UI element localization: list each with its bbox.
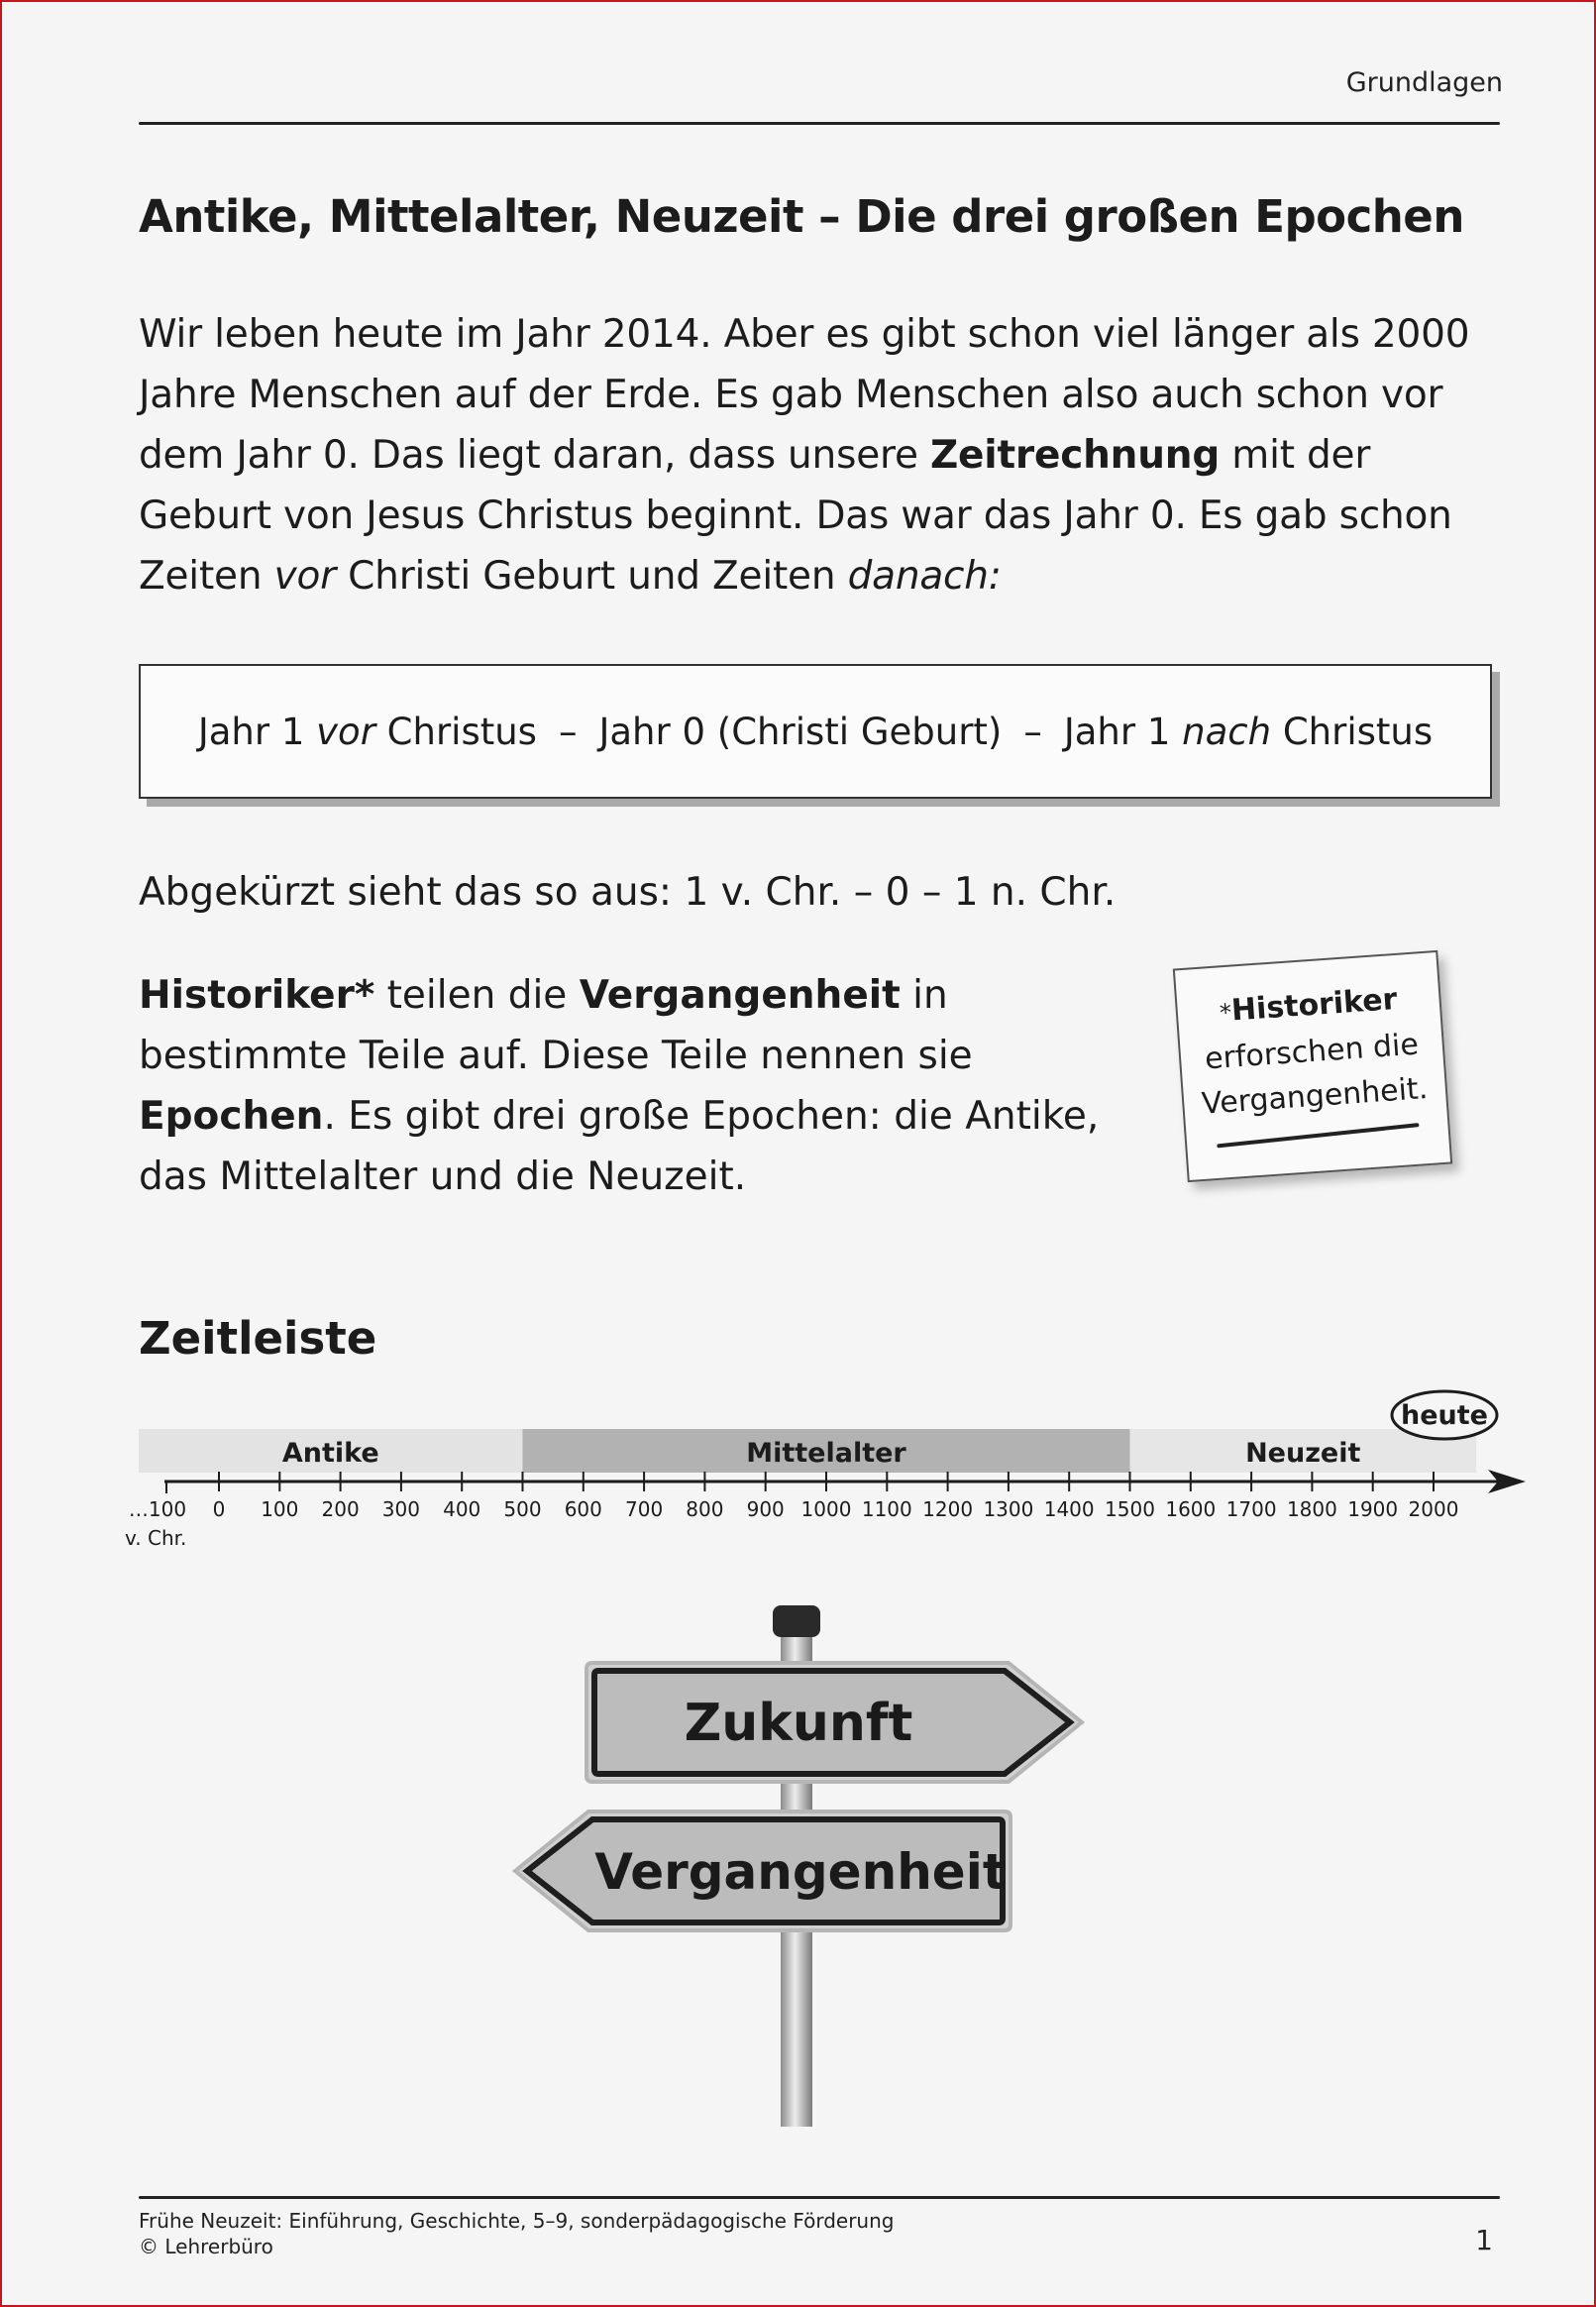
future-sign [586, 1663, 1082, 1782]
intro-text-2: mit der Geburt von Jesus Christus beginnt. Das war das Jahr 0. Es gab schon Zeiten [139, 433, 1452, 599]
pole-cap [773, 1605, 820, 1637]
epoch-label: Mittelalter [746, 1438, 906, 1469]
tick-label: 800 [686, 1497, 724, 1521]
future-sign-label: Zukunft [684, 1694, 913, 1753]
era-box-ad: Jahr 1 nach Christus [1063, 710, 1434, 753]
era-box-zero: Jahr 0 (Christi Geburt) [598, 710, 1003, 753]
era-box-bc: Jahr 1 vor Christus [197, 710, 537, 753]
tick-label: 1100 [861, 1497, 912, 1521]
tick-label: 1800 [1286, 1497, 1337, 1521]
intro-italic-1: vor [273, 554, 336, 599]
tick-label: 1400 [1043, 1497, 1095, 1521]
page-number: 1 [1475, 2224, 1493, 2256]
tick-label: 1600 [1165, 1497, 1217, 1521]
tick-label: 1200 [922, 1497, 974, 1521]
tick-label: 1500 [1105, 1497, 1155, 1521]
timeline [2, 1379, 1596, 1578]
tick-label: 400 [443, 1497, 481, 1521]
tick-label: 500 [503, 1497, 542, 1521]
footer-book-title: Frühe Neuzeit: Einführung, Geschichte, 5–9, sonderpädagogische Förderung [139, 2209, 895, 2233]
era-box-dash: – [558, 710, 578, 753]
bc-label: v. Chr. [125, 1526, 187, 1550]
page-title: Antike, Mittelalter, Neuzeit – Die drei großen Epochen [139, 190, 1464, 243]
definition-note [1173, 950, 1452, 1182]
note-underline [1217, 1123, 1419, 1148]
tick-label: 1700 [1225, 1497, 1277, 1521]
tick-label: 2000 [1408, 1497, 1459, 1521]
header-rule [139, 122, 1500, 125]
timeline-heading: Zeitleiste [139, 1312, 377, 1365]
tick-label: 1300 [983, 1497, 1034, 1521]
intro-bold-term: Zeitrechnung [929, 433, 1221, 478]
era-box [139, 664, 1492, 799]
footer-credits [139, 2208, 894, 2259]
intro-text-1: Wir leben heute im Jahr 2014. Aber es gibt schon viel länger als 2000 Jahre Menschen auf der Erde. Es gab Menschen also auch schon vor dem Jahr 0. Das liegt daran, dass unsere [139, 312, 1470, 478]
intro-italic-2: danach: [847, 554, 1002, 599]
tick-label: 1900 [1347, 1497, 1399, 1521]
era-box-dash: – [1023, 710, 1042, 753]
intro-paragraph [139, 304, 1496, 606]
historians-bold-3: Epochen [139, 1094, 324, 1139]
footer-publisher: © Lehrerbüro [139, 2235, 273, 2258]
note-line-3: Vergangenheit. [1200, 1070, 1430, 1122]
intro-text-3: Christi Geburt und Zeiten [335, 554, 848, 599]
tick-label: 600 [564, 1497, 602, 1521]
footer-rule [139, 2196, 1500, 2199]
tick-label: …100 [128, 1497, 187, 1521]
tick-label: 700 [625, 1497, 664, 1521]
historians-bold-2: Vergangenheit [579, 973, 901, 1018]
note-line-2: erforschen die [1204, 1027, 1420, 1077]
tick-label: 0 [212, 1497, 226, 1521]
tick-label: 900 [746, 1497, 785, 1521]
epoch-label: Neuzeit [1245, 1438, 1361, 1469]
tick-label: 100 [261, 1497, 299, 1521]
historians-paragraph: Historiker* teilen die Vergangenheit in bestimmte Teile auf. Diese Teile nennen sie Epochen. Es gibt drei große Epochen: die Antike, das Mittelalter und die Neuzeit. [139, 973, 1100, 1199]
historians-bold-1: Historiker* [139, 973, 375, 1018]
past-sign [515, 1812, 1011, 1930]
abbreviation-line: Abgekürzt sieht das so aus: 1 v. Chr. – 0 – 1 n. Chr. [139, 870, 1117, 915]
signpost-illustration [507, 1605, 1102, 2141]
tick-label: 200 [321, 1497, 360, 1521]
tick-label: 1000 [800, 1497, 852, 1521]
past-sign-label: Vergangenheit [594, 1843, 1007, 1901]
epoch-label: Antike [281, 1438, 379, 1469]
section-label: Grundlagen [1345, 67, 1503, 98]
note-heading: *Historiker [1219, 981, 1399, 1029]
today-label: heute [1401, 1400, 1488, 1431]
tick-label: 300 [381, 1497, 420, 1521]
